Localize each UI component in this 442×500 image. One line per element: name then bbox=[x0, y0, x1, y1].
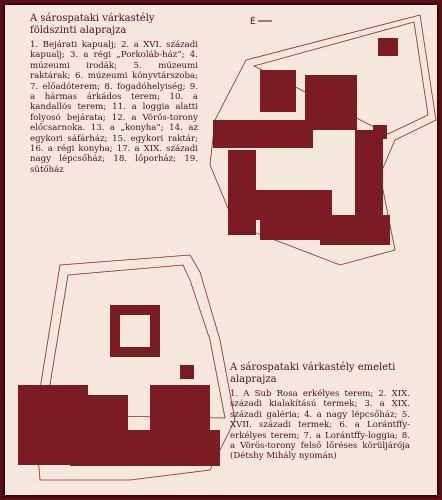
room-19 bbox=[378, 38, 398, 56]
ground-floor-caption bbox=[30, 13, 198, 175]
ground-floor-plan bbox=[213, 38, 398, 245]
upper-floor-legend: 1. A Sub Rosa erkélyes terem; 2. XIX. századi kialakítású termek; 3. a XIX. századi galéria; 4. a nagy lépcsőház; 5. XVII. századi termek; 6. a Lorántffy-erkélyes terem; 7. a Lorántffy-loggia; 8. a Vörös-torony felső lőréses körüljárója (Détshy Mihály nyomán) bbox=[230, 389, 410, 462]
room-18 bbox=[373, 125, 387, 139]
ground-floor-legend: 1. Bejárati kapualj; 2. a XVI. századi kapualj; 3. a régi „Porkoláb-ház”; 4. múzeumi irodák; 5. múzeumi raktárak; 6. múzeumi könyvtárszoba; 7. előadóterem; 8. fogadóhelyiség; 9. a hármas árkádos terem; 10. a kandallós terem; 11. a loggia alatti folyosó bejárata; 12. a Vörös-torony előcsarnoka. 13. a „konyha”; 14. az egykori sáfárház; 15. egykori raktár; 16. a régi konyha; 17. a XIX. századi nagy lépcsőház; 18. lőporház; 19. sütőház bbox=[30, 40, 198, 175]
upper-floor-caption bbox=[230, 362, 410, 462]
red-tower-ground bbox=[260, 70, 296, 112]
upper-floor-plan bbox=[18, 255, 235, 480]
north-label: É bbox=[250, 17, 256, 27]
ground-floor-title: A sárospataki várkastély földszinti alaprajza bbox=[30, 13, 155, 36]
upper-floor-title: A sárospataki várkastély emeleti alaprajza bbox=[230, 362, 396, 385]
